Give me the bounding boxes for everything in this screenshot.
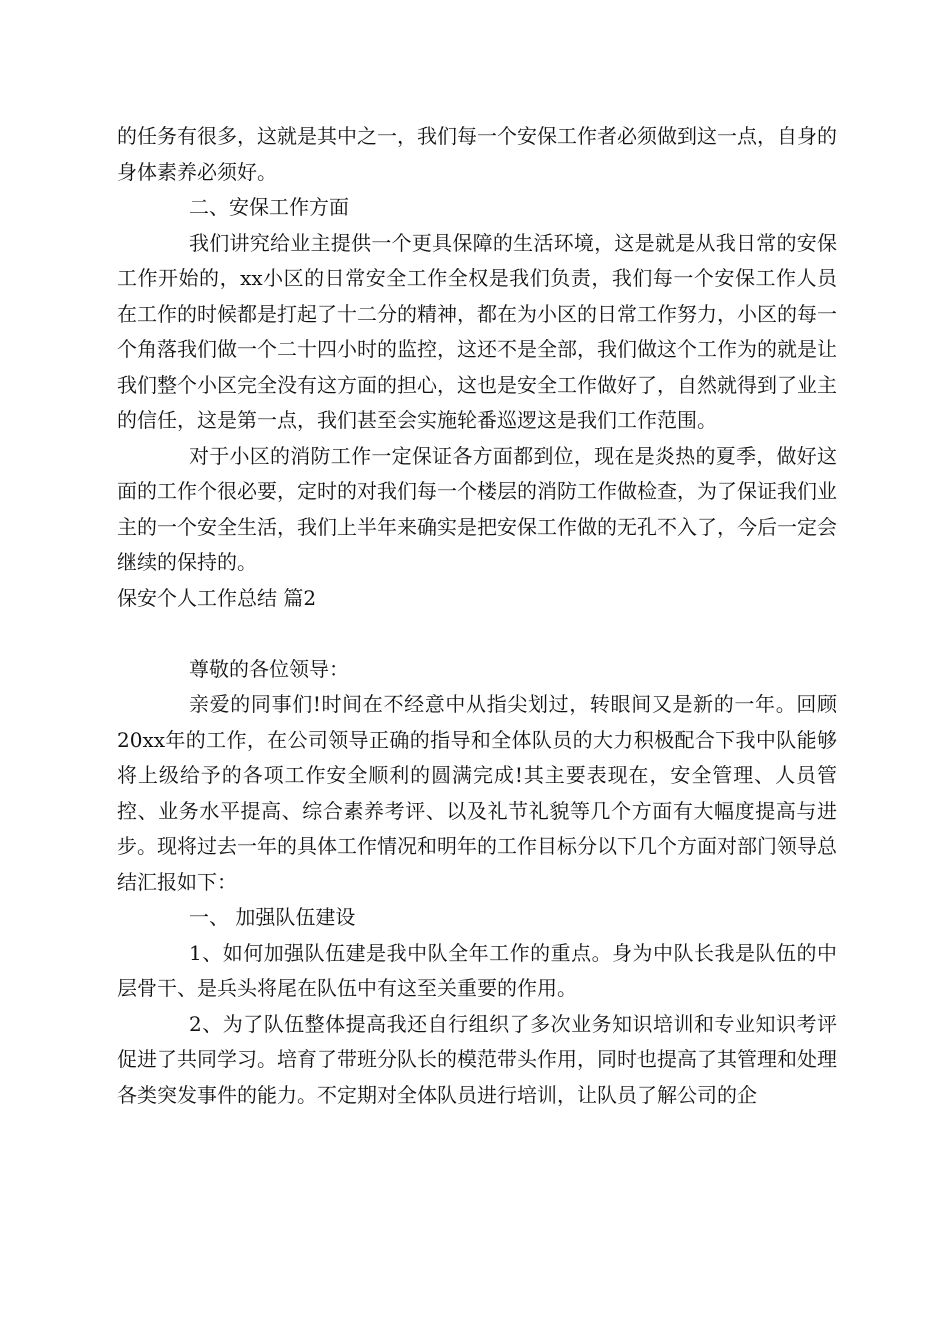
section-title: 保安个人工作总结 篇2 — [117, 585, 317, 610]
heading-security-work: 二、安保工作方面 — [189, 195, 349, 219]
paragraph-security-work: 我们讲究给业主提供一个更具保障的生活环境，这是就是从我日常的安保工作开始的，xx小区的日常安全工作全权是我们负责，我们每一个安保工作人员在工作的时候都是打起了十二分的精神，都在为小区的日常工作努力，小区的每一个角落我们做一个二十四小时的监控，这还不是全部，我们做这个工作为的就是让我们整个小区完全没有这方面的担心，这也是安全工作做好了，自然就得到了业主的信任，这是第一点，我们甚至会实施轮番巡逻这是我们工作范围。 — [117, 230, 837, 432]
paragraph-item-2: 2、为了队伍整体提高我还自行组织了多次业务知识培训和专业知识考评促进了共同学习。培育了带班分队长的模范带头作用，同时也提高了其管理和处理各类突发事件的能力。不定期对全体队员进行培训，让队员了解公司的企 — [117, 1011, 837, 1107]
greeting: 尊敬的各位领导： — [189, 656, 349, 681]
blank-line — [117, 616, 837, 652]
paragraph-fire-safety: 对于小区的消防工作一定保证各方面都到位，现在是炎热的夏季，做好这面的工作个很必要，定时的对我们每一个楼层的消防工作做检查，为了保证我们业主的一个安全生活，我们上半年来确实是把安保工作做的无孔不入了，今后一定会继续的保持的。 — [117, 443, 837, 574]
paragraph-item-1: 1、如何加强队伍建是我中队全年工作的重点。身为中队长我是队伍的中层骨干、是兵头将尾在队伍中有这至关重要的作用。 — [117, 940, 837, 1000]
heading-team-building: 一、 加强队伍建设 — [189, 905, 356, 929]
paragraph-continued: 的任务有很多，这就是其中之一，我们每一个安保工作者必须做到这一点，自身的身体素养必须好。 — [117, 124, 837, 184]
document-body — [117, 119, 837, 1113]
paragraph-intro: 亲爱的同事们!时间在不经意中从指尖划过，转眼间又是新的一年。回顾20xx年的工作，在公司领导正确的指导和全体队员的大力积极配合下我中队能够将上级给予的各项工作安全顺利的圆满完成!其主要表现在，安全管理、人员管控、业务水平提高、综合素养考评、以及礼节礼貌等几个方面有大幅度提高与进步。现将过去一年的具体工作情况和明年的工作目标分以下几个方面对部门领导总结汇报如下： — [117, 692, 837, 894]
